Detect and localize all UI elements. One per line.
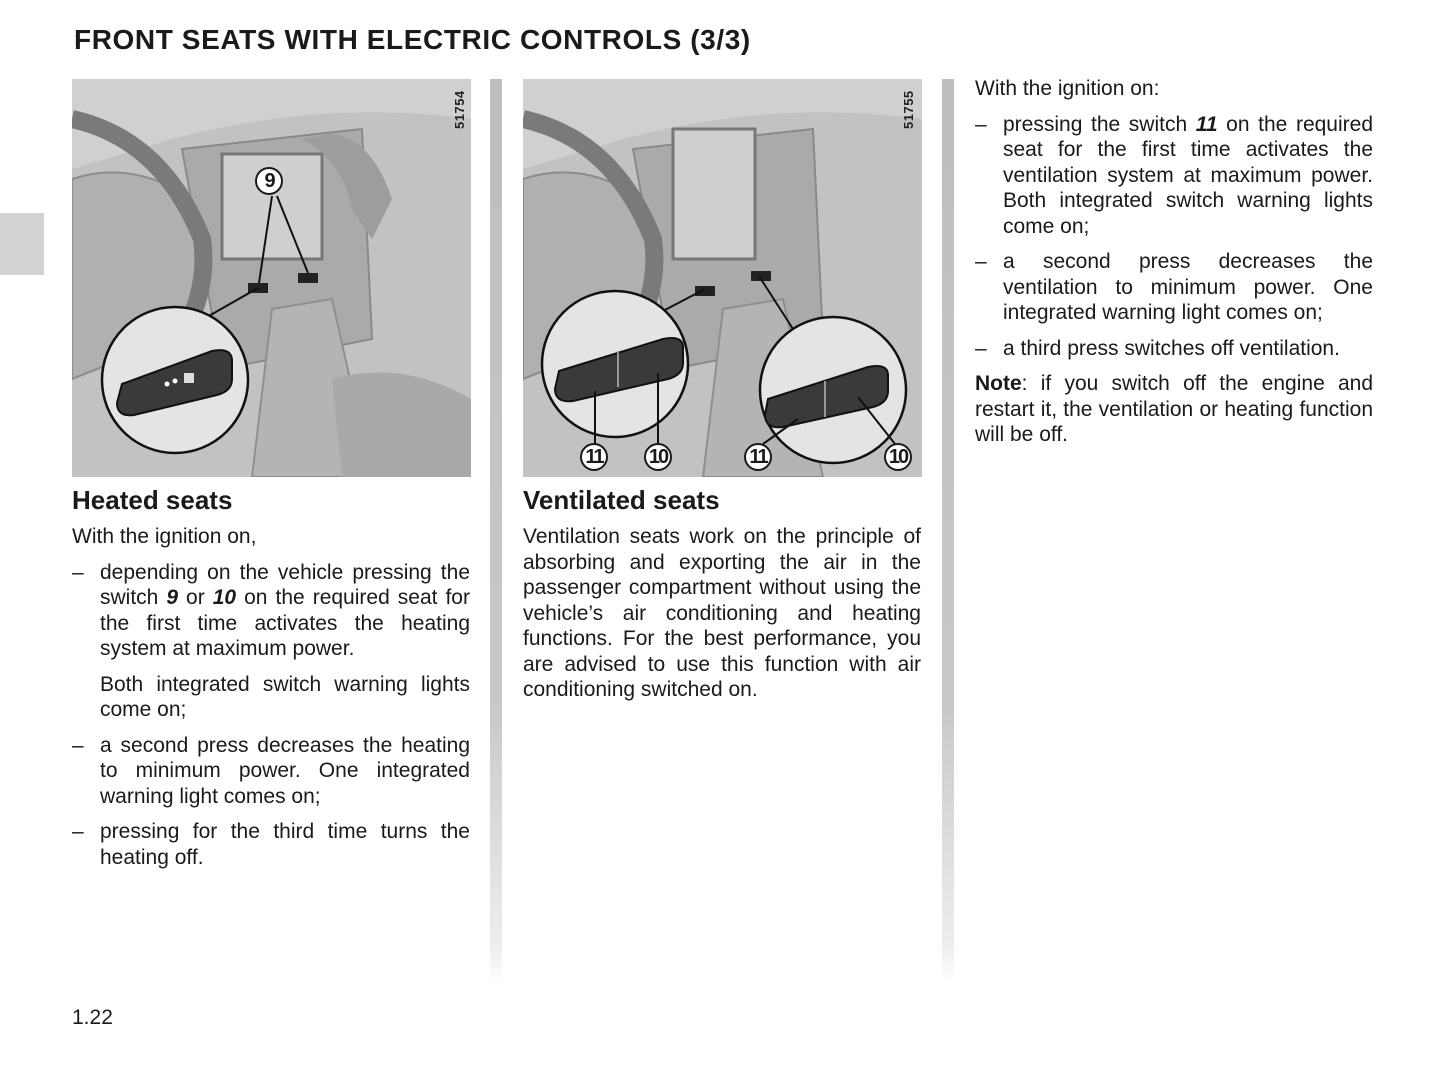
list-dash: – — [72, 733, 84, 757]
callout-switch-10: 10 — [644, 443, 672, 471]
list-item — [975, 336, 1373, 362]
list-item — [975, 112, 1373, 240]
item-text: on the required seat for the first time activates the heating system at maximum power. — [100, 586, 470, 660]
column-divider — [490, 79, 502, 984]
right-intro: With the ignition on: — [975, 77, 1160, 100]
item-text: on the required seat for the first time activates the ventilation system at maximum power. Both integrated switch warning lights come on; — [1003, 112, 1373, 238]
list-item — [72, 560, 470, 662]
list-item-continuation: Both integrated switch warning lights come on; — [100, 672, 470, 721]
note-paragraph — [975, 371, 1373, 448]
callout-switch-10: 10 — [884, 443, 912, 471]
switch-number: 11 — [1195, 112, 1218, 136]
list-item — [72, 733, 470, 810]
list-dash: – — [975, 336, 987, 360]
list-dash: – — [72, 820, 84, 843]
list-item — [72, 819, 470, 870]
page-title: FRONT SEATS WITH ELECTRIC CONTROLS (3/3) — [74, 24, 751, 55]
item-text: a second press decreases the ventilation to minimum power. One integrated warning light comes on; — [1003, 250, 1373, 324]
switch-number: 10 — [212, 586, 237, 609]
item-text: or — [178, 586, 213, 609]
callout-switch-9: 9 — [255, 167, 283, 195]
note-text: : if you switch off the engine and restart it, the ventilation or heating function will be off. — [975, 372, 1373, 446]
ventilation-instructions — [975, 76, 1373, 458]
list-dash: – — [975, 250, 987, 273]
callout-switch-11: 11 — [744, 443, 772, 471]
list-dash: – — [72, 560, 84, 584]
note-label: Note — [975, 372, 1022, 395]
section-tab — [0, 213, 44, 275]
figure-reference-number: 51755 — [901, 90, 916, 129]
column-divider — [942, 79, 954, 984]
page-number: 1.22 — [72, 1006, 113, 1029]
ventilated-seats-section — [523, 484, 921, 713]
item-text: pressing for the third time turns the heating off. — [100, 820, 470, 869]
ventilated-seats-heading: Ventilated seats — [523, 485, 720, 515]
item-text: depending on the vehicle pressing the switch — [100, 560, 470, 609]
heated-intro: With the ignition on, — [72, 525, 257, 548]
callout-switch-11: 11 — [580, 443, 608, 471]
figure-reference-number: 51754 — [452, 90, 467, 129]
list-item — [975, 249, 1373, 326]
dashboard-drawing — [72, 79, 471, 477]
item-text: a third press switches off ventilation. — [1003, 336, 1340, 360]
heated-seats-section — [72, 484, 470, 880]
heated-seats-illustration — [72, 79, 471, 477]
item-text: a second press decreases the heating to minimum power. One integrated warning light comes on; — [100, 733, 470, 808]
item-text: pressing the switch — [1003, 112, 1196, 136]
heated-seats-heading: Heated seats — [72, 485, 233, 515]
list-dash: – — [975, 112, 987, 136]
ventilated-body: Ventilation seats work on the principle of absorbing and exporting the air in the passenger compartment without using the vehicle’s air conditioning and heating functions. For the best performance, you are advised to use this function with air conditioning switched on. — [523, 525, 921, 701]
dashboard-drawing — [523, 79, 922, 477]
ventilated-seats-illustration — [523, 79, 922, 477]
switch-number: 9 — [166, 586, 179, 609]
